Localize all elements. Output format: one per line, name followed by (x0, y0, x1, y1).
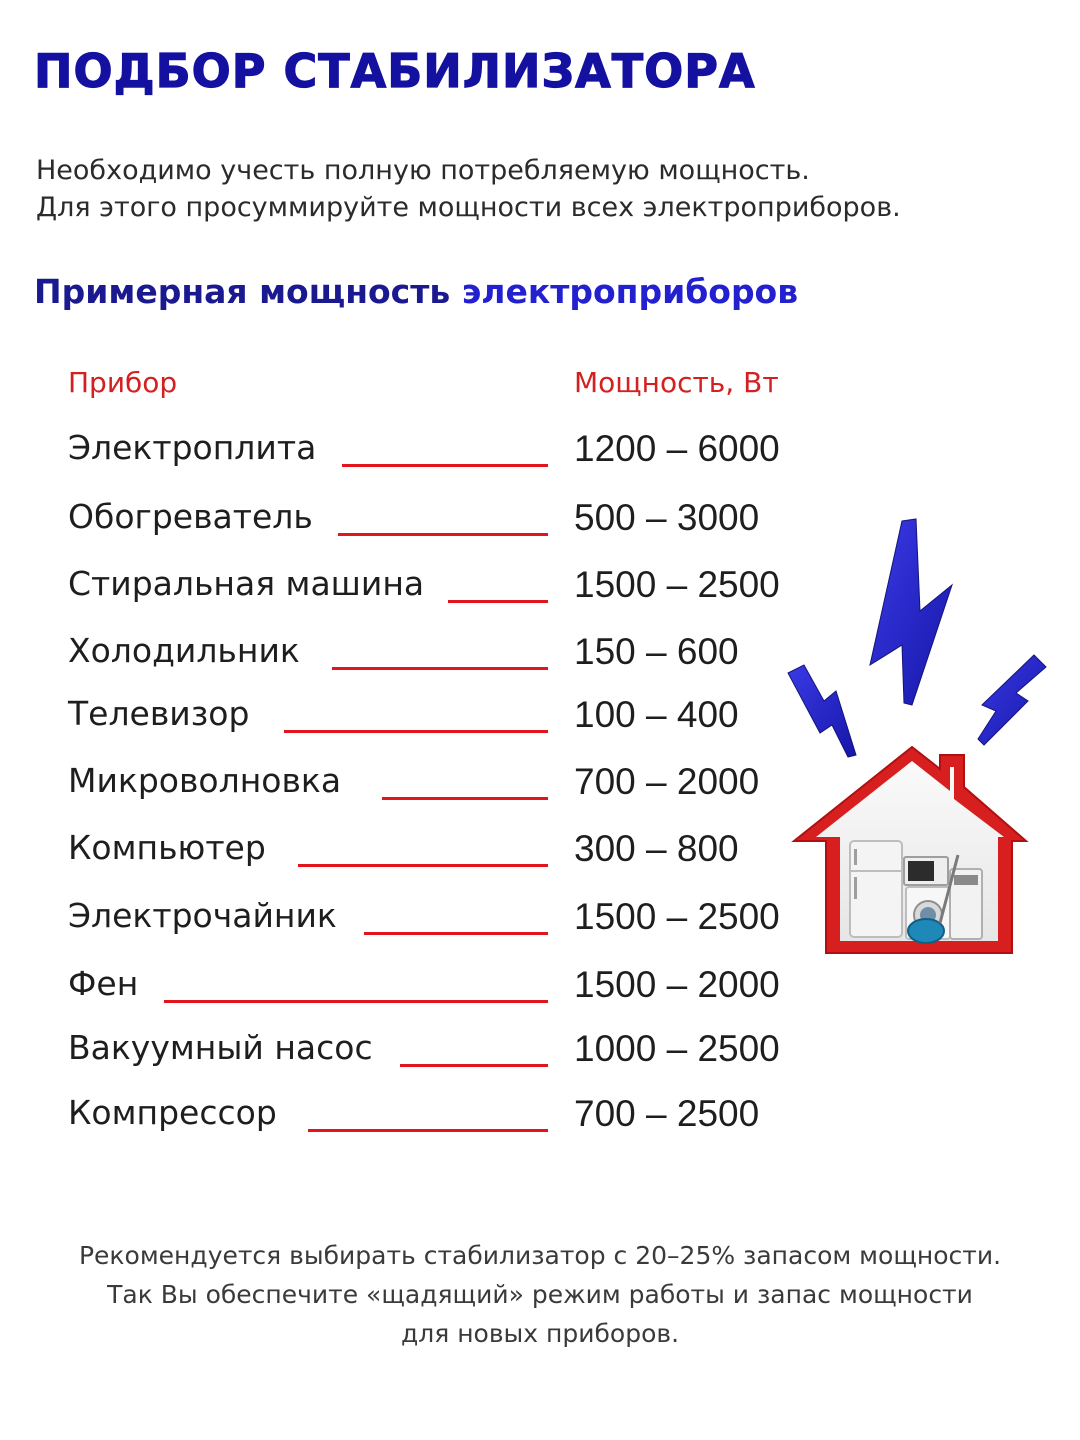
leader-line (308, 1129, 548, 1132)
column-header-power: Мощность, Вт (574, 366, 779, 399)
device-name: Микроволновка (68, 761, 342, 800)
device-name: Компрессор (68, 1093, 277, 1132)
section-title (34, 272, 798, 311)
leader-line (342, 464, 548, 467)
lightning-bolt-icon (870, 519, 952, 705)
intro-line: Для этого просуммируйте мощности всех электроприборов. (36, 192, 901, 223)
table-row (0, 1028, 1080, 1078)
device-name: Холодильник (68, 631, 300, 670)
device-power: 150 – 600 (574, 631, 739, 672)
device-power: 100 – 400 (574, 694, 739, 735)
device-name: Стиральная машина (68, 564, 425, 603)
device-name: Электроплита (68, 428, 317, 467)
device-power: 1500 – 2000 (574, 964, 780, 1005)
device-power: 700 – 2500 (574, 1093, 760, 1134)
intro-text (36, 152, 901, 226)
footer-line: для новых приборов. (400, 1319, 680, 1348)
lightning-bolt-icon (978, 655, 1046, 745)
footer-line: Рекомендуется выбирать стабилизатор с 20–25% запасом мощности. (78, 1241, 1002, 1270)
leader-line (298, 864, 548, 867)
leader-line (164, 1000, 548, 1003)
leader-line (400, 1064, 548, 1067)
device-name: Компьютер (68, 828, 266, 867)
leader-line (338, 533, 548, 536)
column-header-device: Прибор (68, 366, 178, 399)
device-power: 1200 – 6000 (574, 428, 780, 469)
intro-line: Необходимо учесть полную потребляемую мощность. (36, 155, 810, 186)
device-power: 700 – 2000 (574, 761, 760, 802)
section-title-main: Примерная мощность (34, 272, 451, 311)
table-row (0, 1093, 1080, 1143)
device-name: Вакуумный насос (68, 1028, 373, 1067)
device-power: 1500 – 2500 (574, 564, 780, 605)
device-power: 300 – 800 (574, 828, 739, 869)
lightning-bolt-icon (788, 665, 856, 757)
device-name: Обогреватель (68, 497, 313, 536)
leader-line (448, 600, 548, 603)
device-power: 1500 – 2500 (574, 896, 780, 937)
device-name: Фен (68, 964, 139, 1003)
section-title-accent: электроприборов (461, 272, 799, 311)
footer-note (0, 1236, 1080, 1353)
device-power: 1000 – 2500 (574, 1028, 780, 1069)
table-row (0, 964, 1080, 1014)
house-illustration (780, 515, 1050, 960)
device-name: Электрочайник (68, 896, 337, 935)
device-power: 500 – 3000 (574, 497, 760, 538)
footer-line: Так Вы обеспечите «щадящий» режим работы и запас мощности (107, 1280, 973, 1309)
table-row (0, 428, 1080, 478)
page-title: ПОДБОР СТАБИЛИЗАТОРА (34, 44, 756, 98)
device-name: Телевизор (68, 694, 250, 733)
leader-line (332, 667, 548, 670)
leader-line (284, 730, 548, 733)
leader-line (364, 932, 548, 935)
leader-line (382, 797, 548, 800)
